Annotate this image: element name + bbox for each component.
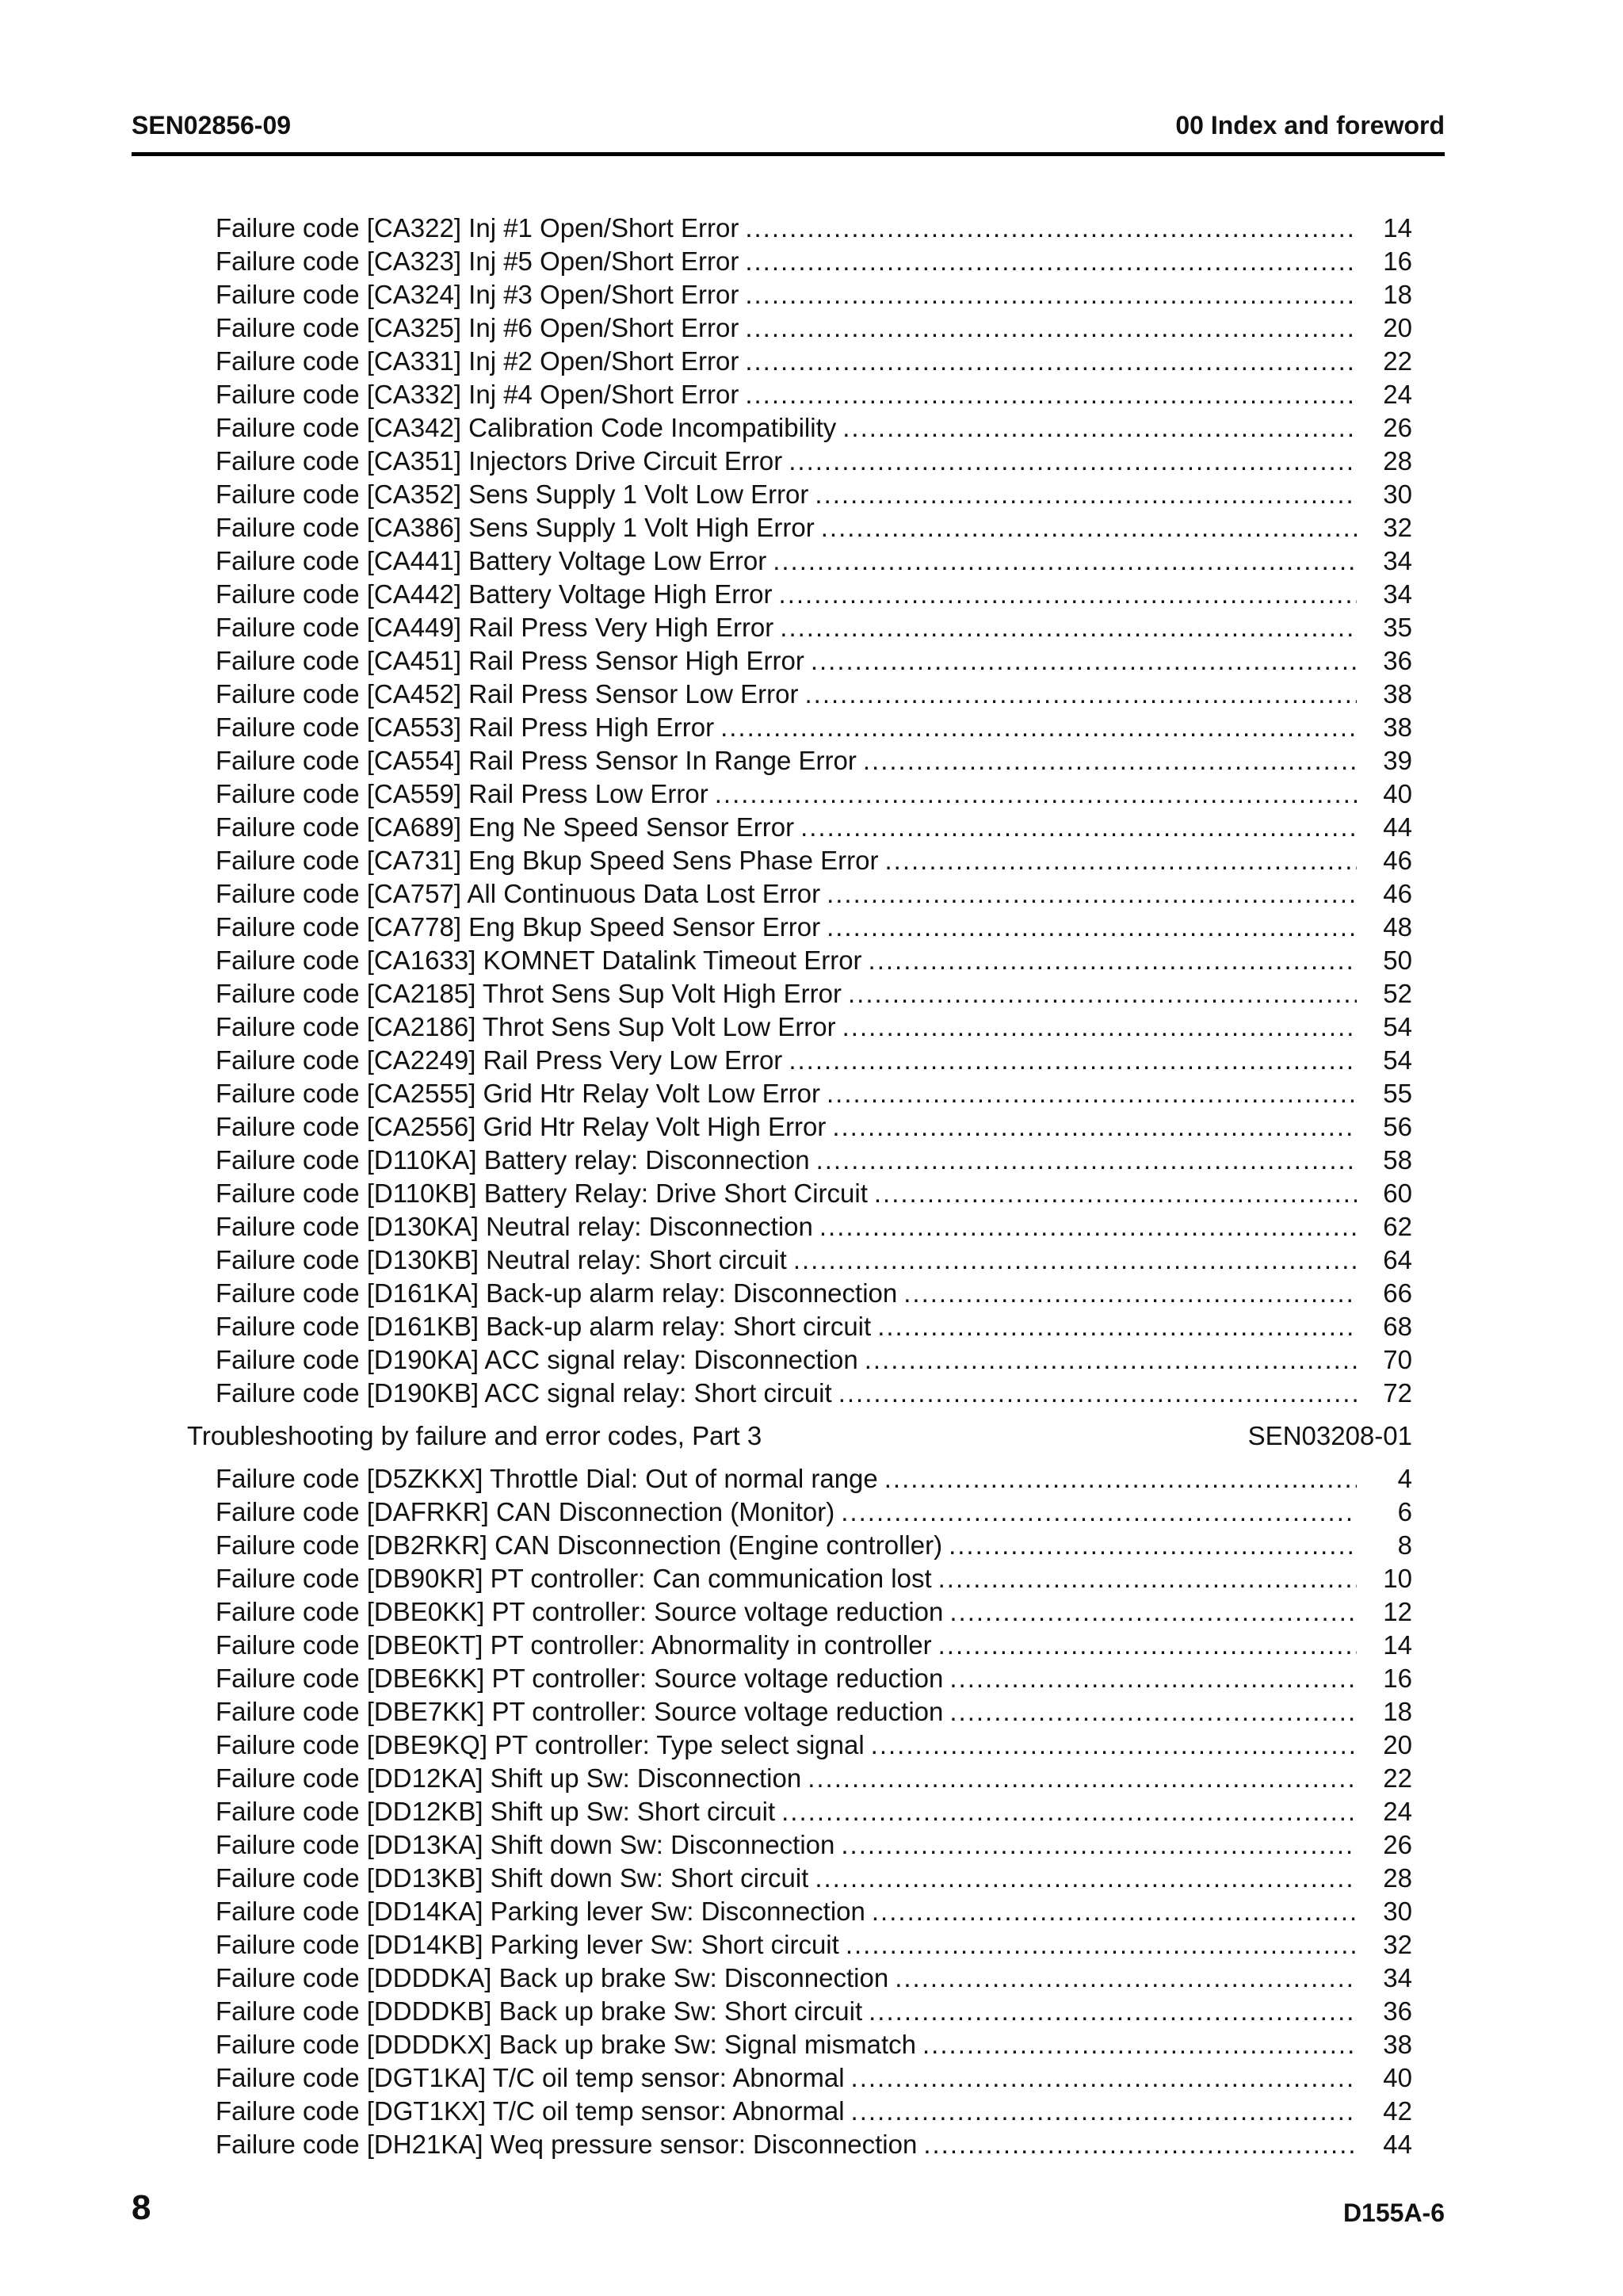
toc-entry[interactable] <box>216 2095 1412 2128</box>
toc-entry-page: 68 <box>1383 1312 1412 1341</box>
toc-entry-title: Failure code [CA554] Rail Press Sensor In Range Error <box>216 746 857 775</box>
toc-entry-page: 20 <box>1383 1730 1412 1759</box>
toc-entry[interactable] <box>216 544 1412 578</box>
dot-leader <box>863 744 1357 777</box>
dot-leader <box>884 1462 1357 1496</box>
toc-entry-page: 6 <box>1397 1497 1412 1526</box>
dot-leader <box>922 2028 1357 2061</box>
toc-entry[interactable] <box>216 311 1412 345</box>
toc-entry-title: Failure code [DDDDKX] Back up brake Sw: Signal mismatch <box>216 2030 917 2059</box>
dot-leader <box>851 2095 1357 2128</box>
toc-entry[interactable] <box>216 1962 1412 1995</box>
toc-entry-title: Failure code [CA452] Rail Press Sensor Low Error <box>216 679 799 709</box>
dot-leader <box>745 245 1357 278</box>
toc-entry-title: Failure code [CA731] Eng Bkup Speed Sens Phase Error <box>216 846 879 875</box>
toc-entry-page: 8 <box>1397 1530 1412 1560</box>
toc-entry[interactable] <box>216 1662 1412 1695</box>
toc-entry-page: 16 <box>1383 1664 1412 1693</box>
toc-entry-title: Failure code [DB90KR] PT controller: Can communication lost <box>216 1564 932 1593</box>
toc-entry-page: 34 <box>1383 579 1412 609</box>
toc-entry-title: Failure code [DBE0KK] PT controller: Source voltage reduction <box>216 1597 944 1626</box>
toc-entry-title: Failure code [DGT1KX] T/C oil temp sensor: Abnormal <box>216 2096 845 2126</box>
toc-entry-page: 46 <box>1383 879 1412 908</box>
toc-entry[interactable] <box>216 678 1412 711</box>
toc-entry-page: 38 <box>1383 712 1412 742</box>
dot-leader <box>874 1177 1357 1210</box>
section-title: 00 Index and foreword <box>1175 111 1445 139</box>
toc-entry-page: 60 <box>1383 1179 1412 1208</box>
toc-entry[interactable] <box>216 345 1412 378</box>
toc-entry-page: 26 <box>1383 413 1412 442</box>
dot-leader <box>804 678 1357 711</box>
toc-entry[interactable] <box>216 1244 1412 1277</box>
dot-leader <box>871 1729 1357 1762</box>
toc-entry-page: 64 <box>1383 1245 1412 1274</box>
toc-entry-title: Failure code [DD12KB] Shift up Sw: Short circuit <box>216 1797 776 1826</box>
toc-entry-title: Failure code [CA2249] Rail Press Very Low Error <box>216 1045 783 1075</box>
toc-entry-page: 62 <box>1383 1212 1412 1241</box>
toc-entry-page: 34 <box>1383 1963 1412 1992</box>
toc-entry[interactable] <box>216 611 1412 644</box>
dot-leader <box>838 1377 1357 1410</box>
toc-entry-title: Failure code [CA352] Sens Supply 1 Volt Low Error <box>216 479 809 509</box>
dot-leader <box>949 1662 1357 1695</box>
toc-entry-title: Failure code [CA757] All Continuous Data Lost Error <box>216 879 821 908</box>
dot-leader <box>848 977 1357 1010</box>
toc-entry-page: 35 <box>1383 613 1412 642</box>
dot-leader <box>949 1595 1357 1629</box>
toc-entry-page: 48 <box>1383 912 1412 942</box>
toc-entry[interactable] <box>216 1795 1412 1828</box>
toc-entry[interactable] <box>216 777 1412 811</box>
model-code: D155A-6 <box>1342 2199 1445 2227</box>
toc-entry[interactable] <box>216 1529 1412 1562</box>
dot-leader <box>815 1862 1357 1895</box>
toc-entry-title: Failure code [CA386] Sens Supply 1 Volt High Error <box>216 513 815 542</box>
toc-entry-title: Failure code [D5ZKKX] Throttle Dial: Out of normal range <box>216 1464 878 1493</box>
toc-entry-page: 52 <box>1383 979 1412 1008</box>
toc-entry[interactable] <box>216 911 1412 944</box>
toc-entry[interactable] <box>216 245 1412 278</box>
toc-entry-title: Failure code [CA2186] Throt Sens Sup Volt Low Error <box>216 1012 836 1041</box>
dot-leader <box>793 1244 1357 1277</box>
toc-entry-page: 34 <box>1383 546 1412 575</box>
page-number: 8 <box>132 2188 151 2227</box>
toc-entry-page: 14 <box>1383 213 1412 243</box>
dot-leader <box>832 1110 1357 1144</box>
dot-leader <box>816 1144 1357 1177</box>
toc-entry[interactable] <box>216 1177 1412 1210</box>
toc-entry-title: Failure code [D130KA] Neutral relay: Disconnection <box>216 1212 813 1241</box>
toc-entry[interactable] <box>216 378 1412 411</box>
dot-leader <box>865 1343 1357 1377</box>
dot-leader <box>938 1629 1357 1662</box>
toc-entry-title: Failure code [CA689] Eng Ne Speed Sensor Error <box>216 812 795 842</box>
toc-entry-page: 36 <box>1383 1996 1412 2026</box>
toc-entry-title: Failure code [CA2185] Throt Sens Sup Volt High Error <box>216 979 842 1008</box>
toc-entry[interactable] <box>216 578 1412 611</box>
toc-entry-page: 40 <box>1383 2063 1412 2092</box>
dot-leader <box>841 1828 1357 1862</box>
toc-entry[interactable] <box>216 711 1412 744</box>
dot-leader <box>885 844 1358 877</box>
toc-entry-page: 42 <box>1383 2096 1412 2126</box>
toc-entry-title: Failure code [DH21KA] Weq pressure sensor: Disconnection <box>216 2130 918 2159</box>
toc-entry[interactable] <box>216 1377 1412 1410</box>
dot-leader <box>923 2128 1357 2161</box>
toc-entry[interactable] <box>216 445 1412 478</box>
toc-entry[interactable] <box>216 411 1412 445</box>
toc-entry-title: Failure code [DD13KA] Shift down Sw: Disconnection <box>216 1830 835 1859</box>
toc-entry[interactable] <box>216 744 1412 777</box>
toc-entry-title: Failure code [DD13KB] Shift down Sw: Short circuit <box>216 1863 809 1893</box>
toc-entry[interactable] <box>216 1210 1412 1244</box>
toc-entry-title: Failure code [CA331] Inj #2 Open/Short Error <box>216 346 739 376</box>
dot-leader <box>780 611 1357 644</box>
toc-entry-title: Failure code [DBE9KQ] PT controller: Type select signal <box>216 1730 865 1759</box>
toc-entry-title: Failure code [D110KA] Battery relay: Disconnection <box>216 1145 810 1175</box>
toc-entry-title: Failure code [D130KB] Neutral relay: Short circuit <box>216 1245 787 1274</box>
toc-entry-page: 32 <box>1383 1930 1412 1959</box>
toc-entry-title: Failure code [CA559] Rail Press Low Error <box>216 779 708 808</box>
dot-leader <box>895 1962 1357 1995</box>
dot-leader <box>745 311 1357 345</box>
toc-entry[interactable] <box>216 1110 1412 1144</box>
dot-leader <box>869 1995 1357 2028</box>
toc-entry[interactable] <box>216 1144 1412 1177</box>
dot-leader <box>773 544 1357 578</box>
toc-entry[interactable] <box>216 1496 1412 1529</box>
toc-entry-title: Failure code [D190KB] ACC signal relay: Short circuit <box>216 1378 832 1408</box>
toc-entry[interactable] <box>216 944 1412 977</box>
dot-leader <box>789 445 1357 478</box>
toc-entry-title: Failure code [CA449] Rail Press Very High Error <box>216 613 774 642</box>
toc-entry[interactable] <box>216 1277 1412 1310</box>
dot-leader <box>903 1277 1357 1310</box>
toc-entry-page: 58 <box>1383 1145 1412 1175</box>
toc-entry-title: Failure code [CA553] Rail Press High Error <box>216 712 715 742</box>
toc-entry-page: 70 <box>1383 1345 1412 1374</box>
toc-entry[interactable] <box>216 1762 1412 1795</box>
toc-entry[interactable] <box>216 1595 1412 1629</box>
header-divider <box>132 152 1445 156</box>
toc-entry[interactable] <box>216 1828 1412 1862</box>
dot-leader <box>827 877 1357 911</box>
toc-entry[interactable] <box>216 1077 1412 1110</box>
toc-entry-title: Failure code [DDDDKB] Back up brake Sw: Short circuit <box>216 1996 863 2026</box>
toc-entry-page: 30 <box>1383 1897 1412 1926</box>
toc-entry-page: 18 <box>1383 280 1412 309</box>
toc-entry-title: Failure code [CA322] Inj #1 Open/Short Error <box>216 213 739 243</box>
dot-leader <box>781 1795 1357 1828</box>
dot-leader <box>745 278 1357 311</box>
dot-leader <box>821 511 1357 544</box>
toc-entry-page: 54 <box>1383 1012 1412 1041</box>
toc-entry-page: 16 <box>1383 246 1412 276</box>
dot-leader <box>872 1895 1357 1928</box>
toc-entry-title: Failure code [DD14KB] Parking lever Sw: Short circuit <box>216 1930 839 1959</box>
toc-entry-title: Failure code [DBE0KT] PT controller: Abnormality in controller <box>216 1630 932 1660</box>
toc-entry[interactable] <box>216 511 1412 544</box>
dot-leader <box>949 1695 1357 1729</box>
toc-entry-page: 55 <box>1383 1079 1412 1108</box>
toc-entry[interactable] <box>216 644 1412 678</box>
toc-entry-title: Failure code [CA342] Calibration Code Incompatibility <box>216 413 837 442</box>
dot-leader <box>715 777 1357 811</box>
dot-leader <box>841 1496 1357 1529</box>
toc-entry-title: Failure code [CA442] Battery Voltage High Error <box>216 579 773 609</box>
toc-entry-page: 10 <box>1383 1564 1412 1593</box>
toc-entry-page: 44 <box>1383 812 1412 842</box>
toc-entry[interactable] <box>216 1629 1412 1662</box>
dot-leader <box>949 1529 1357 1562</box>
toc-entry-title: Failure code [DBE6KK] PT controller: Source voltage reduction <box>216 1664 944 1693</box>
toc-entry[interactable] <box>216 1562 1412 1595</box>
toc-entry-page: 12 <box>1383 1597 1412 1626</box>
toc-entry[interactable] <box>216 1895 1412 1928</box>
toc-entry-page: 40 <box>1383 779 1412 808</box>
dot-leader <box>789 1044 1357 1077</box>
toc-entry-title: Failure code [DD14KA] Parking lever Sw: Disconnection <box>216 1897 865 1926</box>
dot-leader <box>815 478 1357 511</box>
toc-entry-page: 56 <box>1383 1112 1412 1141</box>
toc-entry-title: Failure code [CA451] Rail Press Sensor High Error <box>216 646 804 675</box>
toc-entry-page: 54 <box>1383 1045 1412 1075</box>
toc-entry-page: 38 <box>1383 2030 1412 2059</box>
toc-entry[interactable] <box>216 1729 1412 1762</box>
toc-entry-title: Failure code [CA778] Eng Bkup Speed Sensor Error <box>216 912 821 942</box>
toc-entry[interactable] <box>216 811 1412 844</box>
toc-entry[interactable] <box>216 2128 1412 2161</box>
toc-entry-title: Failure code [D161KA] Back-up alarm relay: Disconnection <box>216 1278 898 1308</box>
toc-entry[interactable] <box>216 977 1412 1010</box>
toc-entry[interactable] <box>216 478 1412 511</box>
toc-entry-title: Failure code [DDDDKA] Back up brake Sw: Disconnection <box>216 1963 889 1992</box>
toc-entry[interactable] <box>216 1310 1412 1343</box>
toc-entry[interactable] <box>216 278 1412 311</box>
toc-entry-page: 30 <box>1383 479 1412 509</box>
toc-entry-title: Failure code [DAFRKR] CAN Disconnection (Monitor) <box>216 1497 835 1526</box>
toc-entry-title: Failure code [D161KB] Back-up alarm relay: Short circuit <box>216 1312 872 1341</box>
toc-entry-title: Failure code [D190KA] ACC signal relay: Disconnection <box>216 1345 858 1374</box>
toc-entry-page: 26 <box>1383 1830 1412 1859</box>
toc-entry-page: 28 <box>1383 1863 1412 1893</box>
toc-entry-title: Failure code [CA351] Injectors Drive Circuit Error <box>216 446 783 476</box>
toc-entry-page: 39 <box>1383 746 1412 775</box>
dot-leader <box>745 212 1357 245</box>
toc-entry-title: Failure code [DBE7KK] PT controller: Source voltage reduction <box>216 1697 944 1726</box>
toc-entry[interactable] <box>216 1462 1412 1496</box>
toc-entry-page: 24 <box>1383 380 1412 409</box>
toc-entry[interactable] <box>216 2061 1412 2095</box>
toc-entry[interactable] <box>216 212 1412 245</box>
toc-entry[interactable] <box>216 2028 1412 2061</box>
toc-entry-page: 32 <box>1383 513 1412 542</box>
toc-entry-title: Failure code [DD12KA] Shift up Sw: Disconnection <box>216 1763 802 1793</box>
toc-entry-title: Failure code [DGT1KA] T/C oil temp sensor: Abnormal <box>216 2063 845 2092</box>
toc-entry[interactable] <box>216 1044 1412 1077</box>
dot-leader <box>846 1928 1357 1962</box>
toc-entry-page: 18 <box>1383 1697 1412 1726</box>
dot-leader <box>745 345 1357 378</box>
toc-entry[interactable] <box>216 1995 1412 2028</box>
toc-entry-page: 36 <box>1383 646 1412 675</box>
toc-entry[interactable] <box>216 1695 1412 1729</box>
dot-leader <box>811 644 1357 678</box>
dot-leader <box>808 1762 1357 1795</box>
toc-entry-page: 22 <box>1383 346 1412 376</box>
toc-entry-title: Failure code [D110KB] Battery Relay: Drive Short Circuit <box>216 1179 868 1208</box>
dot-leader <box>938 1562 1357 1595</box>
toc-entry-page: 44 <box>1383 2130 1412 2159</box>
toc-entry-page: 46 <box>1383 846 1412 875</box>
toc-entry-page: 50 <box>1383 946 1412 975</box>
toc-entry-page: 38 <box>1383 679 1412 709</box>
toc-entry-title: Failure code [CA2555] Grid Htr Relay Volt Low Error <box>216 1079 820 1108</box>
toc-entry-title: Failure code [DB2RKR] CAN Disconnection (Engine controller) <box>216 1530 943 1560</box>
toc-entry-title: Failure code [CA441] Battery Voltage Low Error <box>216 546 767 575</box>
toc-entry-title: Failure code [CA325] Inj #6 Open/Short Error <box>216 313 739 342</box>
dot-leader <box>800 811 1357 844</box>
toc-entry-title: Failure code [CA324] Inj #3 Open/Short Error <box>216 280 739 309</box>
toc-entry-page: 28 <box>1383 446 1412 476</box>
toc-entry-title: Failure code [CA332] Inj #4 Open/Short Error <box>216 380 739 409</box>
toc-entry[interactable] <box>216 1343 1412 1377</box>
dot-leader <box>720 711 1357 744</box>
toc-entry-page: 14 <box>1383 1630 1412 1660</box>
dot-leader <box>851 2061 1357 2095</box>
toc-entry-page: 22 <box>1383 1763 1412 1793</box>
toc-entry-page: 66 <box>1383 1278 1412 1308</box>
dot-leader <box>827 911 1357 944</box>
toc-entry-title: Failure code [CA1633] KOMNET Datalink Timeout Error <box>216 946 862 975</box>
toc-entry-page: 4 <box>1397 1464 1412 1493</box>
toc-section-heading[interactable] <box>187 1419 1412 1453</box>
toc-entry[interactable] <box>216 844 1412 877</box>
toc-entry-page: 72 <box>1383 1378 1412 1408</box>
toc-entry[interactable] <box>216 1862 1412 1895</box>
toc-entry-title: Failure code [CA323] Inj #5 Open/Short Error <box>216 246 739 276</box>
document-code: SEN02856-09 <box>132 111 292 139</box>
toc-entry-title: Failure code [CA2556] Grid Htr Relay Volt High Error <box>216 1112 827 1141</box>
toc-entry-page: 24 <box>1383 1797 1412 1826</box>
dot-leader <box>842 411 1357 445</box>
toc-entry[interactable] <box>216 1010 1412 1044</box>
dot-leader <box>877 1310 1357 1343</box>
toc-entry-page: 20 <box>1383 313 1412 342</box>
dot-leader <box>745 378 1357 411</box>
section-heading-title: Troubleshooting by failure and error codes, Part 3 <box>187 1421 762 1450</box>
section-heading-code: SEN03208-01 <box>1247 1421 1412 1450</box>
dot-leader <box>819 1210 1357 1244</box>
toc-entry[interactable] <box>216 877 1412 911</box>
toc-entry[interactable] <box>216 1928 1412 1962</box>
dot-leader <box>779 578 1357 611</box>
dot-leader <box>842 1010 1357 1044</box>
dot-leader <box>827 1077 1357 1110</box>
dot-leader <box>869 944 1357 977</box>
